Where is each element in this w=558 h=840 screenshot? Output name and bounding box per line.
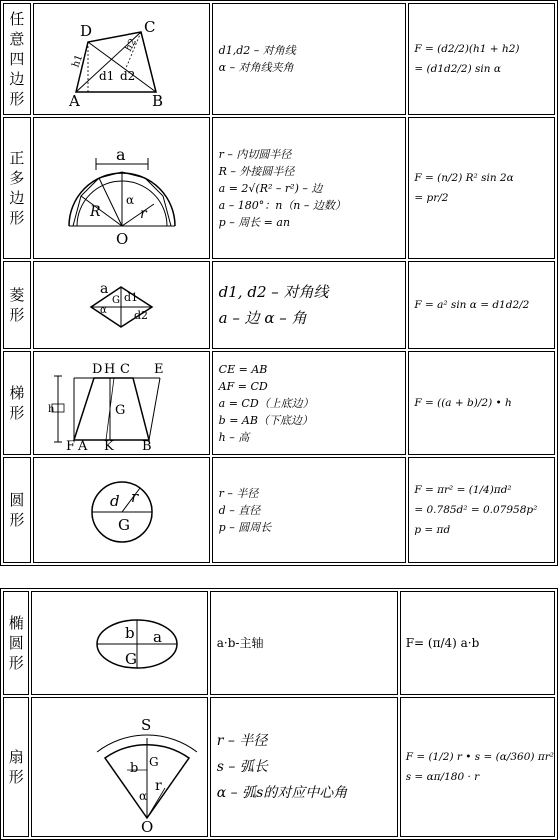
definition-cell — [212, 261, 407, 349]
definition-cell — [212, 117, 407, 259]
center-label-o: O — [116, 230, 129, 248]
vertex-label-h: H — [104, 362, 116, 377]
shape-name-char: 边 — [9, 189, 25, 207]
quadrilateral-figure — [36, 6, 206, 112]
definition-line: a·b-主轴 — [216, 635, 264, 650]
centroid-label-g: G — [148, 755, 159, 769]
centroid-label-g: G — [115, 403, 126, 418]
figure-cell — [33, 117, 210, 259]
side-label-a: a — [100, 281, 109, 297]
definition-line: d – 直径 — [218, 503, 261, 517]
shape-name-char: 圆 — [9, 491, 25, 509]
definition-cell — [210, 591, 398, 695]
formula-cell — [408, 117, 555, 259]
formula-line: F = a² sin α = d1d2/2 — [414, 299, 530, 311]
formula-line: F = πr² = (1/4)πd² — [414, 484, 512, 496]
angle-label: α — [138, 789, 147, 803]
shape-name-cell — [3, 697, 29, 837]
shape-name-char: 形 — [8, 768, 24, 786]
shape-name-char: 多 — [9, 169, 25, 187]
shape-name-char: 四 — [9, 50, 25, 68]
table-row — [3, 351, 555, 455]
definition-line: d1,d2 – 对角线 — [218, 44, 296, 57]
shape-name-char: 形 — [9, 404, 25, 422]
definition-cell — [212, 351, 407, 455]
axis-label-b: b — [124, 624, 135, 642]
shape-name-char: 形 — [9, 306, 25, 324]
shape-name-char: 形 — [8, 654, 24, 672]
shape-name-char: 形 — [9, 209, 25, 227]
definition-line: a = CD（上底边） — [218, 396, 314, 410]
shape-name-cell — [3, 351, 31, 455]
radius-label-r: r — [154, 778, 162, 794]
definition-line: p – 圆周长 — [218, 520, 272, 534]
trapezoid-figure — [36, 354, 206, 452]
definition-line: α – 对角线夹角 — [218, 61, 294, 74]
regular-polygon-figure — [36, 120, 206, 256]
definition-line: a – 边 α – 角 — [218, 309, 307, 327]
radius-label-R: R — [90, 204, 101, 220]
vertex-label-k: K — [104, 439, 114, 452]
shape-name-cell — [3, 3, 31, 115]
diagonal-label-d1: d1 — [124, 291, 139, 304]
definition-line: b = AB（下底边） — [218, 413, 313, 427]
table-row — [3, 117, 555, 259]
shape-name-char: 扇 — [8, 748, 24, 766]
sector-figure — [35, 700, 205, 834]
definition-line: p – 周长 = an — [218, 215, 291, 229]
vertex-label-b: B — [152, 92, 164, 110]
centroid-label-g: G — [112, 295, 121, 306]
definition-line: r – 半径 — [216, 733, 268, 749]
height-label-h2: h2 — [123, 36, 140, 54]
shape-name-char: 椭 — [8, 614, 24, 632]
figure-cell — [33, 457, 210, 563]
formula-line: = pr/2 — [414, 192, 449, 204]
formula-cell — [408, 261, 555, 349]
formula-line: F = (n/2) R² sin 2α — [414, 172, 514, 184]
shape-name-char: 菱 — [9, 286, 25, 304]
definition-line: α – 弧s的对应中心角 — [216, 785, 348, 801]
formula-line: F= (π/4) a·b — [405, 636, 480, 650]
vertex-label-d: D — [92, 362, 103, 377]
rhombus-figure — [36, 265, 206, 345]
radius-label-r: r — [131, 488, 139, 506]
shape-name-char: 边 — [9, 70, 25, 88]
diagonal-label-d1: d1 — [99, 69, 115, 83]
shape-name-char: 形 — [9, 90, 25, 108]
definition-line: r – 内切圆半径 — [218, 147, 292, 161]
shape-name-char: 正 — [9, 149, 25, 167]
formula-line: = (d1d2/2) sin α — [414, 63, 501, 75]
definition-line: a = 2√(R² – r²) – 边 — [218, 181, 323, 195]
definition-line: R – 外接圆半径 — [218, 164, 295, 178]
definition-cell — [212, 3, 407, 115]
table-row — [3, 457, 555, 563]
formula-cell — [408, 351, 555, 455]
chord-label-b: b — [129, 761, 138, 776]
shape-name-char: 梯 — [9, 384, 25, 402]
definition-line: a – 180°：n（n – 边数） — [218, 198, 346, 212]
shape-name-cell — [3, 591, 29, 695]
shape-name-char: 圆 — [8, 634, 24, 652]
figure-cell — [31, 697, 207, 837]
definition-line: AF = CD — [218, 379, 268, 393]
formula-cell — [400, 591, 555, 695]
formula-cell — [400, 697, 555, 837]
vertex-label-f: F — [66, 439, 76, 452]
table-row — [3, 261, 555, 349]
circle-figure — [36, 460, 206, 560]
definition-cell — [212, 457, 407, 563]
centroid-label-g: G — [124, 650, 137, 668]
formula-line: s = απ/180 · r — [405, 771, 480, 783]
definition-line: h – 高 — [218, 430, 250, 444]
definition-line: r – 半径 — [218, 486, 259, 500]
table-row — [3, 697, 555, 837]
shape-name-cell — [3, 261, 31, 349]
vertex-label-b: B — [142, 439, 152, 452]
vertex-label-c: C — [144, 18, 156, 36]
height-label-h1: h1 — [70, 53, 86, 70]
table-row — [3, 591, 555, 695]
figure-cell — [33, 351, 210, 455]
vertex-label-a: A — [69, 92, 81, 110]
formula-line: F = ((a + b)/2) • h — [414, 397, 512, 409]
axis-label-a: a — [152, 628, 162, 646]
arc-label-s: S — [140, 716, 151, 734]
formula-cell — [408, 3, 555, 115]
figure-cell — [31, 591, 207, 695]
formula-line: p = πd — [414, 524, 451, 536]
diameter-label-d: d — [110, 492, 120, 510]
vertex-label-c: C — [120, 362, 131, 377]
diagonal-label-d2: d2 — [120, 69, 136, 83]
centroid-label-g: G — [118, 516, 131, 534]
formula-line: F = (d2/2)(h1 + h2) — [414, 43, 520, 55]
shape-name-char: 任 — [9, 10, 25, 28]
figure-cell — [33, 261, 210, 349]
shape-name-char: 意 — [9, 30, 25, 48]
table-row — [3, 3, 555, 115]
side-label-a: a — [116, 145, 126, 164]
vertex-label-e: E — [154, 362, 164, 377]
height-label-h: h — [48, 404, 55, 415]
formula-line: F = (1/2) r • s = (α/360) πr² — [405, 751, 554, 763]
vertex-label-d: D — [80, 22, 93, 40]
definition-line: s – 弧长 — [216, 759, 268, 775]
radius-label-r: r — [140, 206, 147, 222]
formula-table-2 — [0, 588, 558, 840]
figure-cell — [33, 3, 210, 115]
shape-name-char: 形 — [9, 511, 25, 529]
vertex-label-a: A — [78, 439, 88, 452]
angle-label: α — [126, 193, 135, 207]
formula-cell — [408, 457, 555, 563]
formula-line: = 0.785d² = 0.07958p² — [414, 504, 538, 516]
definition-line: d1, d2 – 对角线 — [218, 283, 329, 301]
definition-cell — [210, 697, 398, 837]
definition-line: CE = AB — [218, 362, 268, 376]
diagonal-label-d2: d2 — [134, 309, 149, 322]
shape-name-cell — [3, 457, 31, 563]
center-label-o: O — [140, 818, 153, 834]
angle-label: α — [100, 305, 107, 316]
shape-name-cell — [3, 117, 31, 259]
ellipse-figure — [35, 594, 205, 692]
